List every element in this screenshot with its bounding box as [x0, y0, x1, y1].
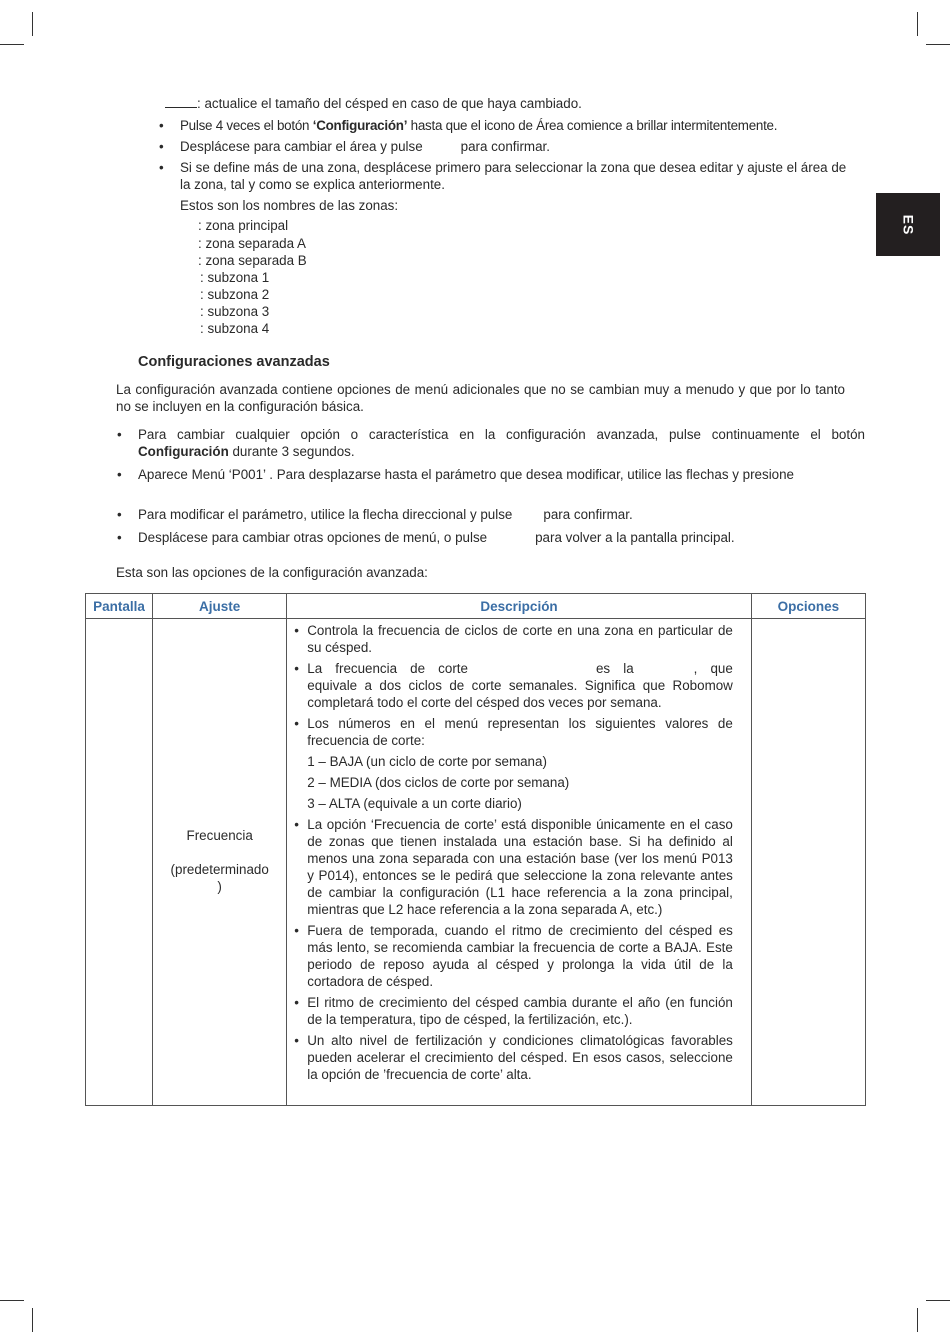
freq-value: 3 – ALTA (equivale a un corte diario)	[307, 796, 522, 811]
section-heading: Configuraciones avanzadas	[138, 354, 330, 370]
crop-mark	[32, 12, 33, 36]
description-cell	[287, 619, 752, 1106]
pantalla-cell	[86, 619, 153, 1106]
ajuste-cell	[153, 619, 287, 1106]
language-label: ES	[900, 214, 916, 235]
table-header-row	[86, 594, 866, 619]
freq-value: 1 – BAJA (un ciclo de corte por semana)	[307, 754, 547, 769]
zone-item: : subzona 3	[200, 304, 270, 319]
bullet-hold-config: Para cambiar cualquier opción o característica en la configuración avanzada, pulse continuamente el botón Configuración durante 3 segundos.	[138, 427, 865, 459]
language-tab	[876, 193, 940, 256]
area-update-line: : actualice el tamaño del césped en caso de que haya cambiado.	[165, 95, 582, 112]
header-pantalla: Pantalla	[86, 594, 153, 619]
header-ajuste: Ajuste	[153, 594, 287, 619]
zone-item: : zona separada B	[198, 253, 307, 268]
ajuste-name: Frecuencia	[186, 828, 253, 843]
header-opciones: Opciones	[751, 594, 865, 619]
crop-mark	[917, 12, 918, 36]
advanced-options-table	[85, 593, 866, 1106]
zones-intro: Estos son los nombres de las zonas:	[180, 198, 399, 213]
zone-item: : subzona 4	[200, 321, 270, 336]
crop-mark	[0, 44, 24, 45]
bullet: •	[117, 467, 122, 482]
zone-item: : zona principal	[198, 218, 289, 233]
crop-mark	[0, 1300, 24, 1301]
blank-underline	[165, 95, 197, 108]
desc-item: • Fuera de temporada, cuando el ritmo de crecimiento del césped es más lento, se recomienda cambiar la frecuencia de corte a BAJA. Este periodo de reposo ayuda al césped y prolonga la vida útil de la cortadora de césped.	[293, 922, 733, 990]
zone-item: : subzona 2	[200, 287, 270, 302]
bullet-scroll-area: Desplácese para cambiar el área y pulse para confirmar.	[180, 139, 550, 154]
table-intro: Esta son las opciones de la configuración avanzada:	[116, 565, 428, 580]
crop-mark	[32, 1308, 33, 1332]
desc-item: • Los números en el menú representan los siguientes valores de frecuencia de corte:	[293, 715, 733, 749]
freq-value: 2 – MEDIA (dos ciclos de corte por semana)	[307, 775, 570, 790]
bullet-scroll-menu: Desplácese para cambiar otras opciones de menú, o pulse para volver a la pantalla principal.	[138, 530, 735, 545]
ajuste-default-close: )	[217, 879, 222, 894]
header-descripcion: Descripción	[287, 594, 752, 619]
table-row	[86, 619, 866, 1106]
bullet-multiple-zones: Si se define más de una zona, desplácese primero para seleccionar la zona que desea editar y ajuste el área de la zona, tal y como se explica anteriormente.	[180, 160, 847, 192]
crop-mark	[926, 44, 950, 45]
bullet: •	[159, 139, 164, 154]
zone-item: : zona separada A	[198, 236, 306, 251]
bullet: •	[159, 118, 164, 133]
bullet: •	[159, 160, 164, 175]
advanced-intro: La configuración avanzada contiene opciones de menú adicionales que no se cambian muy a menudo y que por lo tanto no se incluyen en la configuración básica.	[116, 382, 845, 414]
crop-mark	[926, 1300, 950, 1301]
bullet: •	[117, 507, 122, 522]
bullet-menu-p001: Aparece Menú ‘P001’ . Para desplazarse hasta el parámetro que desea modificar, utilice las flechas y presione	[138, 467, 795, 482]
zone-item: : subzona 1	[200, 270, 270, 285]
ajuste-default: (predeterminado	[170, 862, 269, 877]
bullet: •	[117, 427, 122, 442]
bullet-press-config: Pulse 4 veces el botón ‘Configuración’ hasta que el icono de Área comience a brillar intermitentemente.	[180, 118, 778, 133]
bullet-modify-param: Para modificar el parámetro, utilice la flecha direccional y pulse para confirmar.	[138, 507, 633, 522]
desc-item: • La frecuencia de corte es la , que equivale a dos ciclos de corte semanales. Significa que Robomow completará todo el corte del césped dos veces por semana.	[293, 660, 733, 711]
desc-item: • Un alto nivel de fertilización y condiciones climatológicas favorables pueden acelerar el crecimiento del césped. En esos casos, seleccione la opción de ’frecuencia de corte’ alta.	[293, 1032, 733, 1083]
crop-mark	[917, 1308, 918, 1332]
desc-item: • La opción ‘Frecuencia de corte’ está disponible únicamente en el caso de zonas que tienen instalada una estación base. Si ha definido al menos una zona separada con una estación base (ver los menú P013 y P014), entonces se le pedirá que seleccione la zona relevante antes de cambiar la configuración (L1 hace referencia a la zona principal, mientras que L2 hace referencia a la zona separada A, etc.)	[293, 816, 733, 918]
opciones-cell	[751, 619, 865, 1106]
desc-item: • Controla la frecuencia de ciclos de corte en una zona en particular de su césped.	[293, 622, 733, 656]
desc-item: • El ritmo de crecimiento del césped cambia durante el año (en función de la temperatura, tipo de césped, la fertilización, etc.).	[293, 994, 733, 1028]
bullet: •	[117, 530, 122, 545]
